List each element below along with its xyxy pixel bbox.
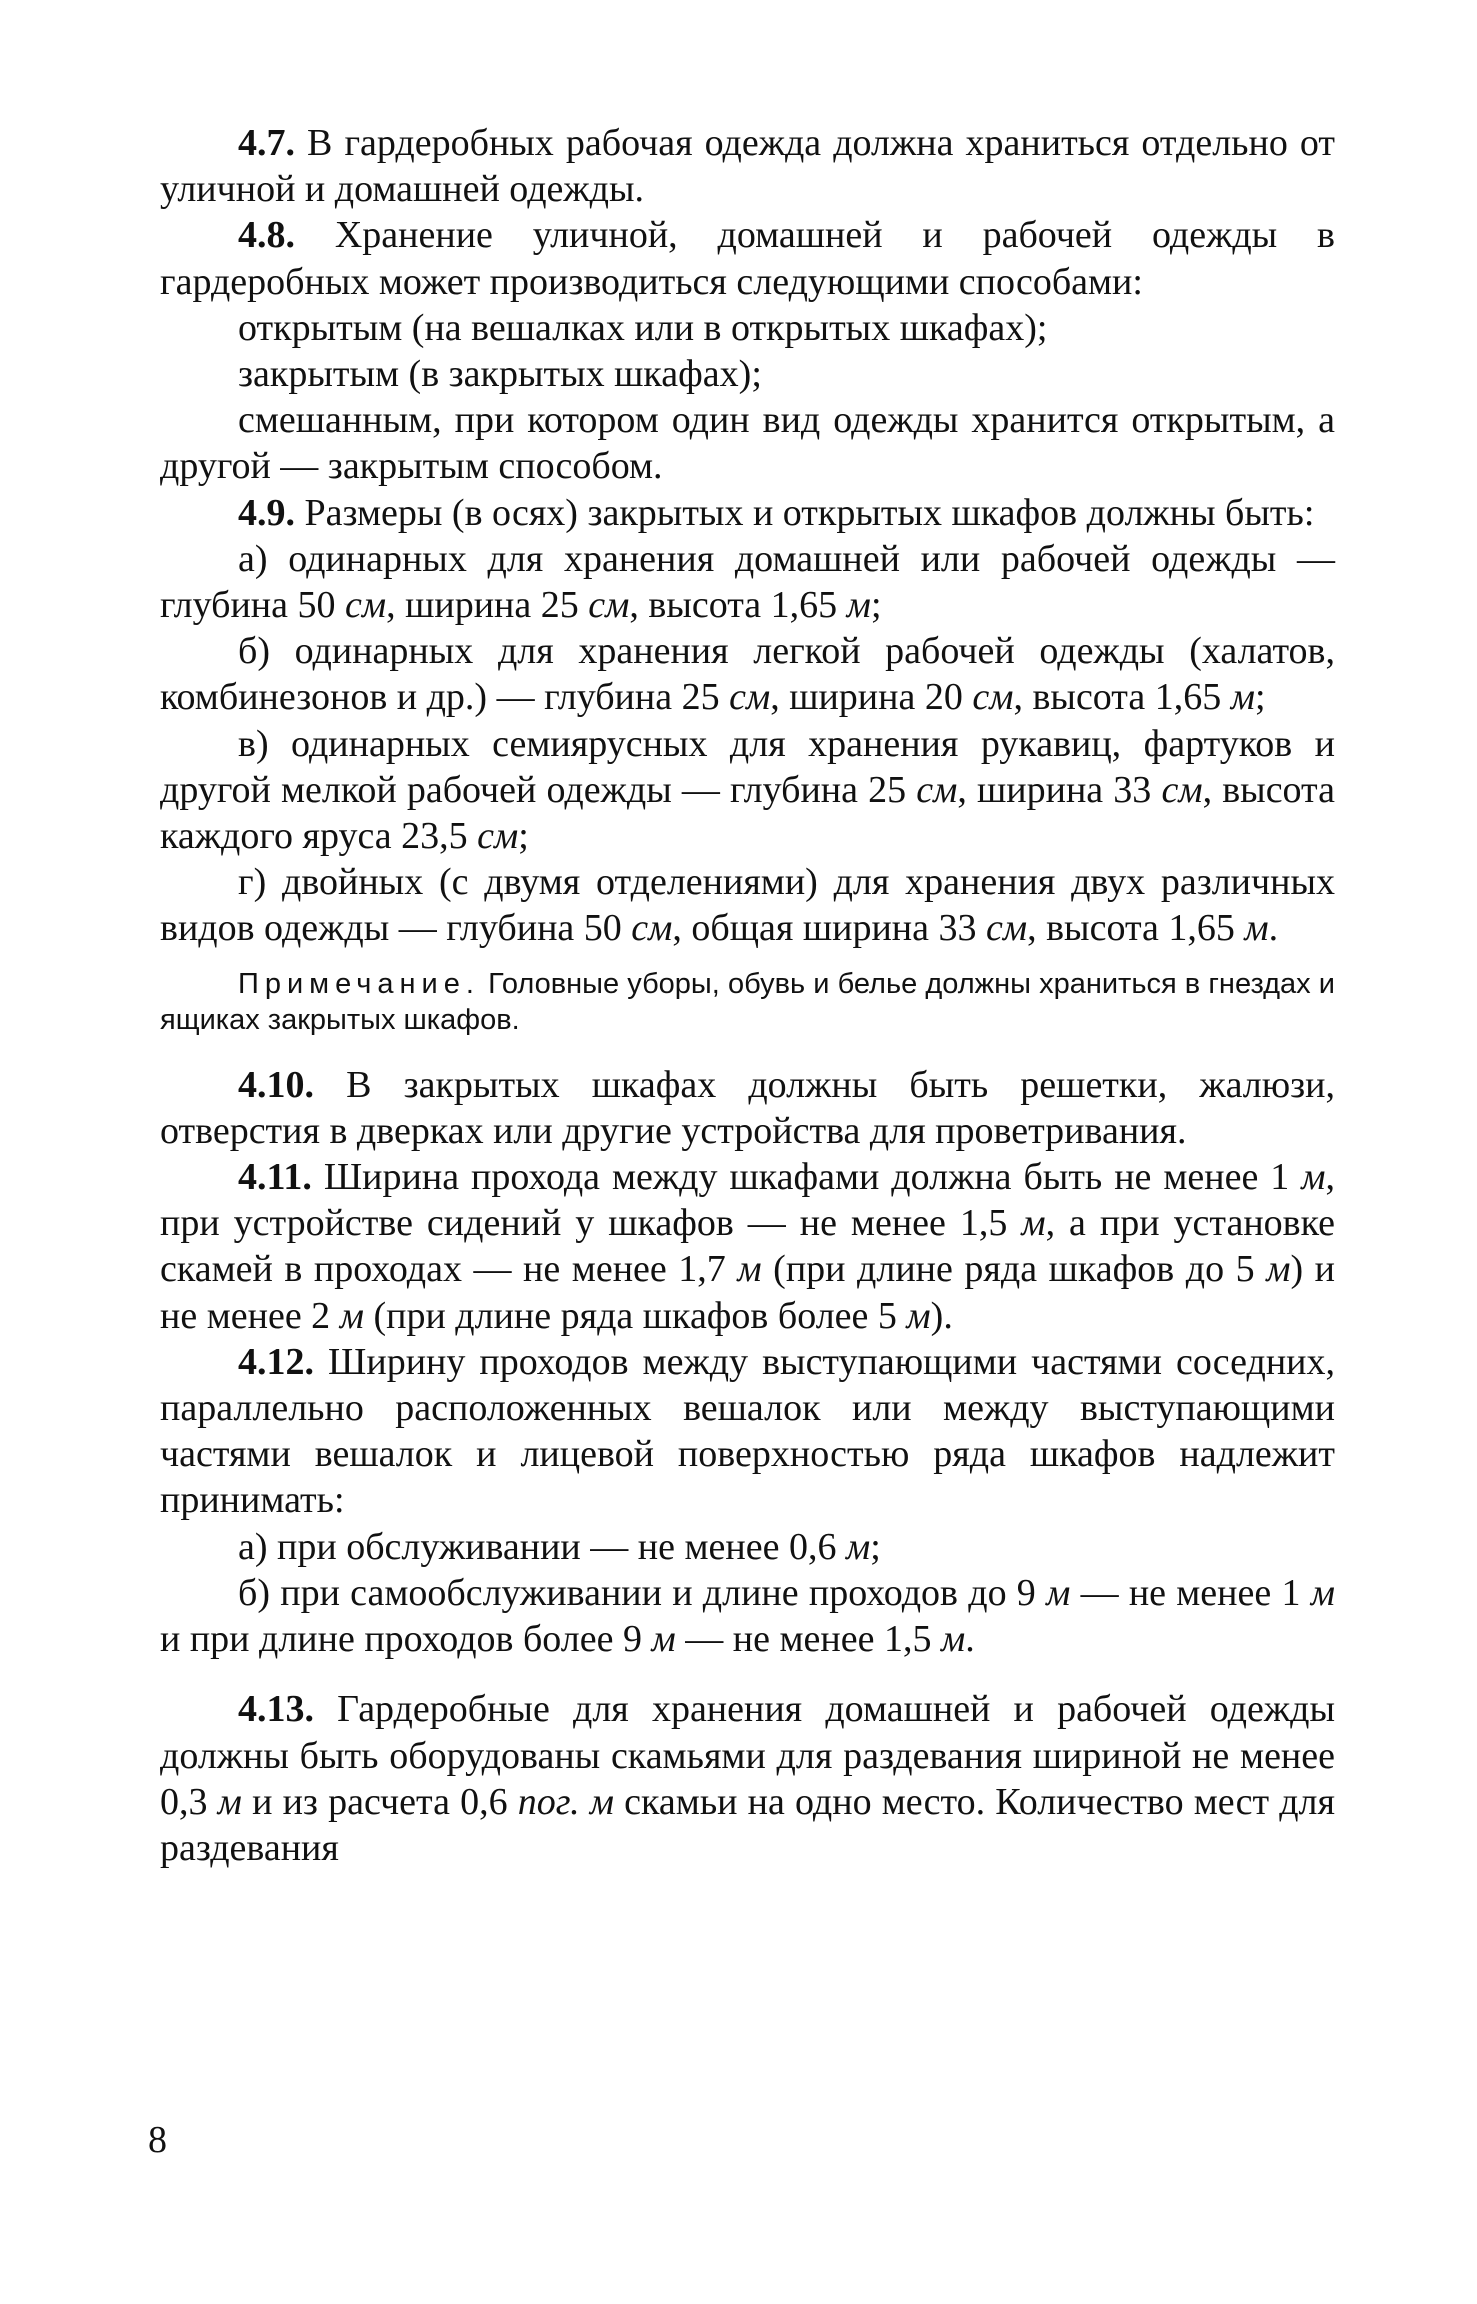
paragraph-text: ) и не менее 2: [160, 1248, 1335, 1337]
paragraph-text: , а при установке скамей в проходах — не менее 1,7: [160, 1202, 1335, 1291]
note-label: Примечание.: [238, 967, 480, 1000]
paragraph-text: ;: [870, 584, 882, 627]
clause-paragraph: [160, 120, 1335, 212]
paragraph-text: и из расчета 0,6: [241, 1780, 518, 1823]
clause-paragraph: [160, 1154, 1335, 1339]
clause-number: 4.11.: [238, 1156, 312, 1199]
unit-text: м: [906, 1294, 931, 1337]
paragraph-text: — не менее 1: [1070, 1571, 1311, 1614]
paragraph-text: (при длине ряда шкафов более 5: [363, 1294, 907, 1337]
unit-text: м: [1301, 1156, 1326, 1199]
paragraph-text: — не менее 1,5: [675, 1618, 941, 1661]
paragraph-text: , ширина 33: [957, 768, 1162, 811]
paragraph-text: .: [1268, 907, 1279, 950]
paragraph-text: , высота 1,65: [629, 584, 847, 627]
unit-text: см: [729, 676, 771, 719]
unit-text: см: [477, 815, 519, 858]
unit-text: см: [916, 768, 958, 811]
clause-paragraph: [160, 212, 1335, 304]
unit-text: м: [1046, 1571, 1071, 1614]
paragraph-text: б) при самообслуживании и длине проходов до 9: [238, 1571, 1047, 1614]
paragraph-text: В закрытых шкафах должны быть решетки, жалюзи, отверстия в дверках или другие устройства для проветривания.: [160, 1063, 1335, 1152]
unit-text: м: [1266, 1248, 1291, 1291]
list-item: [160, 859, 1335, 951]
unit-text: м: [1244, 907, 1269, 950]
paragraph-text: открытым (на вешалках или в открытых шкафах);: [238, 306, 1048, 349]
paragraph-text: скамьи на одно место. Количество мест для раздевания: [160, 1780, 1335, 1869]
paragraph-text: .: [965, 1618, 975, 1661]
paragraph-text: а) одинарных для хранения домашней или рабочей одежды — глубина 50: [160, 537, 1335, 627]
paragraph-text: (при длине ряда шкафов до 5: [761, 1248, 1267, 1291]
unit-text: м: [1230, 676, 1256, 719]
list-item: [160, 305, 1335, 351]
list-item: [160, 351, 1335, 397]
document-body: [160, 120, 1335, 1871]
unit-text: м: [845, 1525, 871, 1568]
paragraph-text: и при длине проходов более 9: [160, 1618, 652, 1661]
paragraph-text: Ширину проходов между выступающими частями соседних, параллельно расположенных вешалок или между выступающими частями вешалок и лицевой поверхностью ряда шкафов надлежит принимать:: [160, 1340, 1335, 1522]
unit-text: м: [1310, 1571, 1335, 1614]
list-item: [160, 721, 1335, 860]
list-item: [160, 536, 1335, 628]
note-paragraph: [160, 966, 1335, 1038]
paragraph-text: Ширина прохода между шкафами должна быть не менее 1: [311, 1156, 1302, 1199]
list-item: [160, 1570, 1335, 1662]
paragraph-text: г) двойных (с двумя отделениями) для хранения двух различных видов одежды — глубина 50: [160, 861, 1335, 950]
unit-text: см: [985, 907, 1028, 950]
clause-number: 4.7.: [238, 122, 295, 164]
unit-text: м: [940, 1618, 966, 1661]
clause-number: 4.8.: [238, 214, 295, 257]
paragraph-text: Размеры (в осях) закрытых и открытых шкафов должны быть:: [295, 491, 1315, 534]
paragraph-text: закрытым (в закрытых шкафах);: [238, 353, 762, 396]
clause-number: 4.10.: [238, 1063, 314, 1106]
clause-number: 4.12.: [238, 1340, 314, 1383]
paragraph-text: , ширина 20: [770, 676, 973, 719]
paragraph-text: , высота 1,65: [1013, 676, 1231, 719]
unit-text: м: [339, 1294, 364, 1337]
unit-text: см: [972, 676, 1014, 719]
paragraph-text: Гардеробные для хранения домашней и рабочей одежды должны быть оборудованы скамьями для раздевания шириной не менее 0,3: [160, 1688, 1335, 1823]
paragraph-text: ;: [518, 815, 529, 858]
list-item: [160, 628, 1335, 720]
page-number: 8: [148, 2119, 167, 2161]
clause-number: 4.13.: [238, 1688, 314, 1731]
list-item: [160, 397, 1335, 489]
paragraph-text: ).: [930, 1294, 953, 1337]
clause-paragraph: [160, 1062, 1335, 1154]
paragraph-text: , ширина 25: [386, 584, 589, 627]
unit-text: см: [588, 584, 630, 627]
unit-text: м: [1021, 1202, 1046, 1245]
paragraph-text: , общая ширина 33: [672, 907, 986, 950]
paragraph-text: ;: [870, 1525, 881, 1568]
list-item: [160, 1524, 1335, 1570]
paragraph-text: в) одинарных семиярусных для хранения рукавиц, фартуков и другой мелкой рабочей одежды — глубина 25: [160, 722, 1335, 811]
unit-text: м: [217, 1780, 242, 1823]
unit-text: м: [737, 1248, 762, 1291]
paragraph-text: , высота каждого яруса 23,5: [160, 768, 1335, 858]
paragraph-text: , высота 1,65: [1027, 907, 1245, 950]
clause-paragraph: [160, 490, 1335, 536]
paragraph-text: ;: [1255, 676, 1266, 719]
unit-text: м: [651, 1618, 676, 1661]
unit-text: см: [345, 584, 387, 627]
paragraph-text: , при устройстве сидений у шкафов — не менее 1,5: [160, 1156, 1335, 1245]
clause-paragraph: [160, 1686, 1335, 1871]
paragraph-text: смешанным, при котором один вид одежды хранится открытым, а другой — закрытым способом.: [160, 399, 1335, 488]
clause-paragraph: [160, 1339, 1335, 1524]
unit-text: пог. м: [517, 1780, 615, 1823]
paragraph-text: В гардеробных рабочая одежда должна храниться отдельно от уличной и домашней одежды.: [160, 122, 1335, 211]
unit-text: см: [631, 907, 673, 950]
unit-text: см: [1161, 768, 1203, 811]
unit-text: м: [846, 584, 871, 627]
note-text: Головные уборы, обувь и белье должны храниться в гнездах и ящиках закрытых шкафов.: [160, 967, 1335, 1036]
clause-number: 4.9.: [238, 491, 295, 534]
paragraph-text: б) одинарных для хранения легкой рабочей одежды (халатов, комбинезонов и др.) — глубина 25: [160, 630, 1335, 719]
paragraph-text: Хранение уличной, домашней и рабочей одежды в гардеробных может производиться следующими способами:: [160, 214, 1335, 303]
paragraph-text: а) при обслуживании — не менее 0,6: [238, 1525, 846, 1568]
